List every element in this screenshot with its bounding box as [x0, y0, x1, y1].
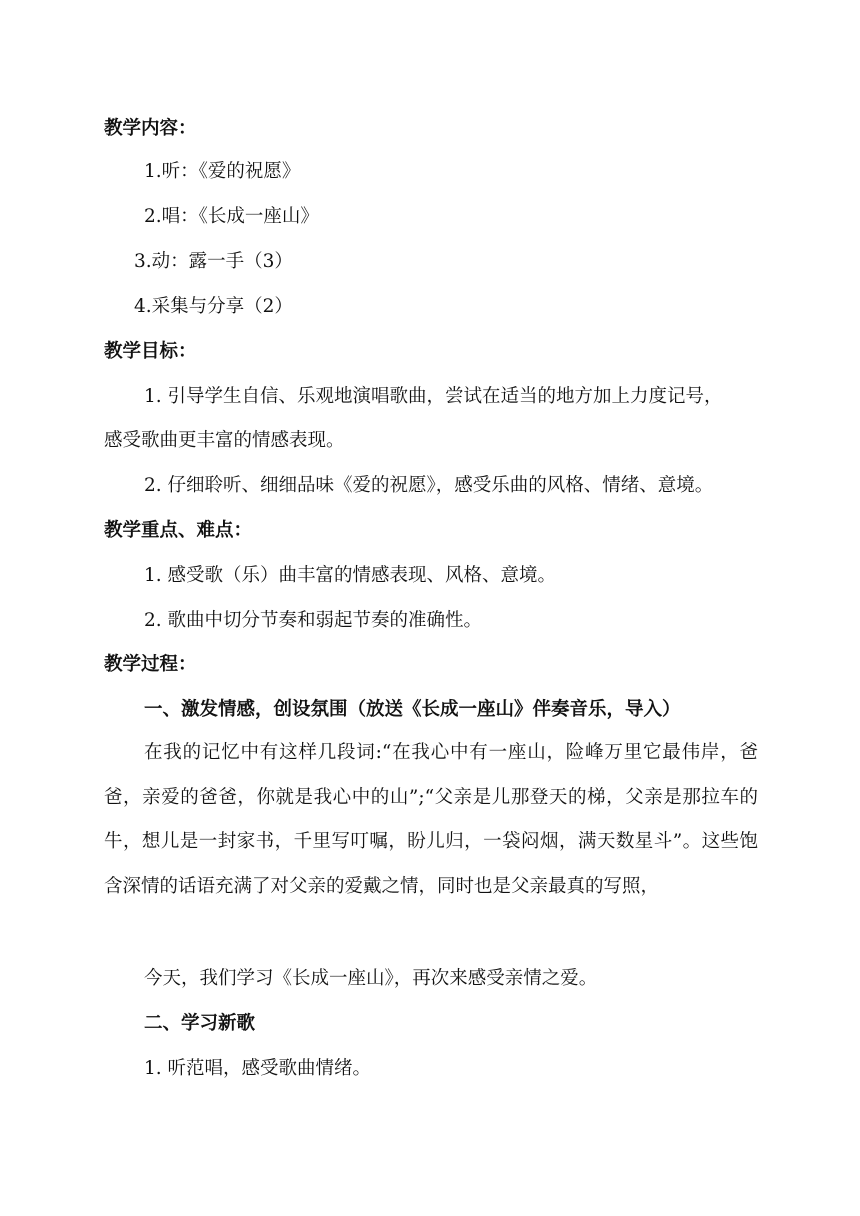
key-points-heading: 教学重点、难点： — [104, 520, 253, 541]
content-item-2: 2.唱：《长成一座山》 — [144, 206, 319, 227]
content-item-1: 1.听：《爱的祝愿》 — [144, 161, 301, 182]
step-2-item-1: 1. 听范唱，感受歌曲情绪。 — [144, 1058, 372, 1079]
goals-heading: 教学目标： — [104, 341, 197, 362]
key-point-1: 1. 感受歌（乐）曲丰富的情感表现、风格、意境。 — [144, 565, 557, 586]
content-item-4: 4.采集与分享（2） — [134, 296, 293, 317]
key-point-2: 2. 歌曲中切分节奏和弱起节奏的准确性。 — [144, 610, 483, 631]
step-1-paragraph-2: 今天，我们学习《长成一座山》，再次来感受亲情之爱。 — [144, 968, 598, 989]
process-heading: 教学过程： — [104, 654, 197, 675]
goal-1-line-2: 感受歌曲更丰富的情感表现。 — [104, 430, 345, 451]
content-heading: 教学内容： — [104, 118, 197, 139]
content-item-3: 3.动：露一手（3） — [134, 251, 293, 272]
step-1-title: 一、激发情感，创设氛围（放送《长成一座山》伴奏音乐，导入） — [144, 699, 681, 720]
goal-1-line-1: 1. 引导学生自信、乐观地演唱歌曲，尝试在适当的地方加上力度记号， — [144, 386, 723, 407]
step-1-paragraph: 在我的记忆中有这样几段词:“在我心中有一座山，险峰万里它最伟岸，爸爸，亲爱的爸爸，你就是我心中的山”;“父亲是儿那登天的梯，父亲是那拉车的牛，想儿是一封家书，千里写叮嘱，盼儿归，一袋闷烟，满天数星斗”。这些饱含深情的话语充满了对父亲的爱戴之情，同时也是父亲最真的写照， — [104, 742, 758, 897]
step-2-title: 二、学习新歌 — [144, 1013, 256, 1034]
goal-2: 2. 仔细聆听、细细品味《爱的祝愿》，感受乐曲的风格、情绪、意境。 — [144, 475, 714, 496]
